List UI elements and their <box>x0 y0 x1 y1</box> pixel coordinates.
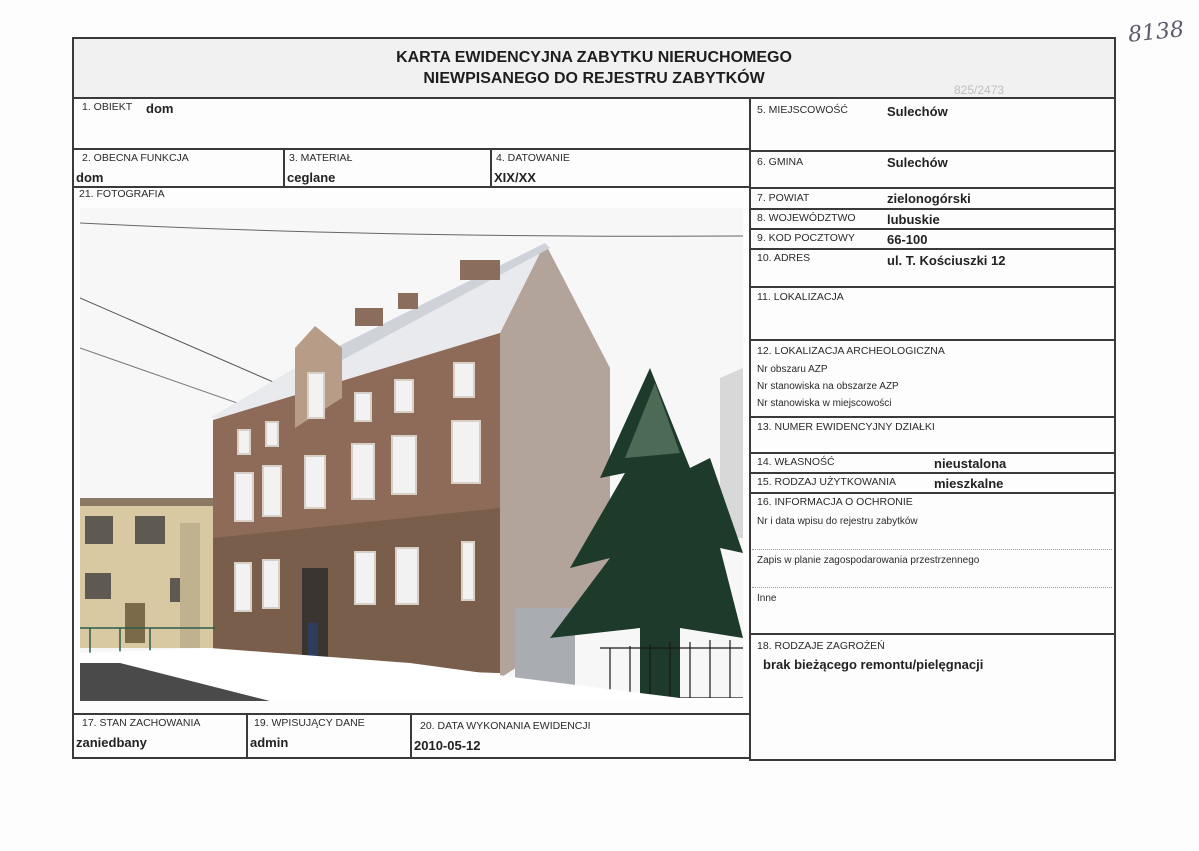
wojewodztwo-label: 8. WOJEWÓDZTWO <box>757 212 856 224</box>
field-kod <box>749 228 1116 250</box>
lok-arch-sub1: Nr obszaru AZP <box>757 364 828 375</box>
miejscowosc-label: 5. MIEJSCOWOŚĆ <box>757 104 849 116</box>
powiat-label: 7. POWIAT <box>757 192 810 204</box>
card-header <box>72 37 1116 99</box>
field-gmina <box>749 150 1116 189</box>
uzytkowanie-value: mieszkalne <box>934 476 1004 491</box>
field-powiat <box>749 187 1116 210</box>
stan-label: 17. STAN ZACHOWANIA <box>82 717 201 729</box>
wpisujacy-value: admin <box>250 735 289 750</box>
powiat-value: zielonogórski <box>887 191 971 206</box>
ghost-number: 825/2473 <box>954 83 1005 97</box>
wpisujacy-label: 19. WPISUJĄCY DANE <box>254 717 365 729</box>
obiekt-label: 1. OBIEKT <box>82 101 133 113</box>
handwritten-note: 8138 <box>1126 17 1186 48</box>
field-dzialka <box>749 416 1116 454</box>
field-obiekt <box>72 97 751 150</box>
lok-arch-sub2: Nr stanowiska na obszarze AZP <box>757 381 899 392</box>
obiekt-value: dom <box>146 101 174 116</box>
wojewodztwo-value: lubuskie <box>887 212 940 227</box>
title-line-2: NIEWPISANEGO DO REJESTRU ZABYTKÓW <box>423 70 765 87</box>
data-value: 2010-05-12 <box>414 738 481 753</box>
material-label: 3. MATERIAŁ <box>289 152 353 164</box>
lok-arch-sub3: Nr stanowiska w miejscowości <box>757 398 892 409</box>
wlasnosc-value: nieustalona <box>934 456 1007 471</box>
ochrona-sub1: Nr i data wpisu do rejestru zabytków <box>757 516 918 527</box>
datowanie-label: 4. DATOWANIE <box>496 152 570 164</box>
adres-value: ul. T. Kościuszki 12 <box>887 253 1006 268</box>
datowanie-value: XIX/XX <box>494 170 536 185</box>
ochrona-sub3: Inne <box>757 593 777 604</box>
field-adres <box>749 248 1116 288</box>
field-stan <box>72 713 248 759</box>
lokalizacja-label: 11. LOKALIZACJA <box>757 291 844 303</box>
zagrozenia-label: 18. RODZAJE ZAGROŻEŃ <box>757 640 885 652</box>
lok-arch-label: 12. LOKALIZACJA ARCHEOLOGICZNA <box>757 345 945 357</box>
adres-label: 10. ADRES <box>757 252 811 264</box>
zagrozenia-value: brak bieżącego remontu/pielęgnacji <box>763 657 984 672</box>
ochrona-divider-2 <box>752 587 1112 588</box>
funkcja-value: dom <box>76 170 104 185</box>
field-zagrozenia <box>749 633 1116 761</box>
gmina-value: Sulechów <box>887 155 948 170</box>
kod-value: 66-100 <box>887 232 928 247</box>
building-photo <box>80 208 743 701</box>
field-wpisujacy <box>246 713 412 759</box>
field-miejscowosc <box>749 97 1116 152</box>
gmina-label: 6. GMINA <box>757 156 804 168</box>
field-material <box>283 148 492 188</box>
ochrona-sub2: Zapis w planie zagospodarowania przestrzennego <box>757 555 980 566</box>
field-wojewodztwo <box>749 208 1116 230</box>
field-wlasnosc <box>749 452 1116 474</box>
stan-value: zaniedbany <box>76 735 147 750</box>
funkcja-label: 2. OBECNA FUNKCJA <box>82 152 189 164</box>
field-funkcja <box>72 148 285 188</box>
material-value: ceglane <box>287 170 336 185</box>
field-data <box>410 713 751 759</box>
field-lokalizacja <box>749 286 1116 341</box>
miejscowosc-value: Sulechów <box>887 104 948 119</box>
fotografia-label: 21. FOTOGRAFIA <box>79 188 165 200</box>
ochrona-divider-1 <box>752 549 1112 550</box>
title-line-1: KARTA EWIDENCYJNA ZABYTKU NIERUCHOMEGO <box>396 49 792 66</box>
ochrona-label: 16. INFORMACJA O OCHRONIE <box>757 496 913 508</box>
kod-label: 9. KOD POCZTOWY <box>757 232 855 244</box>
data-label: 20. DATA WYKONANIA EWIDENCJI <box>420 720 591 732</box>
field-uzytkowanie <box>749 472 1116 494</box>
field-ochrona <box>749 492 1116 635</box>
wlasnosc-label: 14. WŁASNOŚĆ <box>757 456 835 468</box>
field-datowanie <box>490 148 751 188</box>
uzytkowanie-label: 15. RODZAJ UŻYTKOWANIA <box>757 476 897 488</box>
field-lokalizacja-arch <box>749 339 1116 418</box>
dzialka-label: 13. NUMER EWIDENCYJNY DZIAŁKI <box>757 421 935 433</box>
